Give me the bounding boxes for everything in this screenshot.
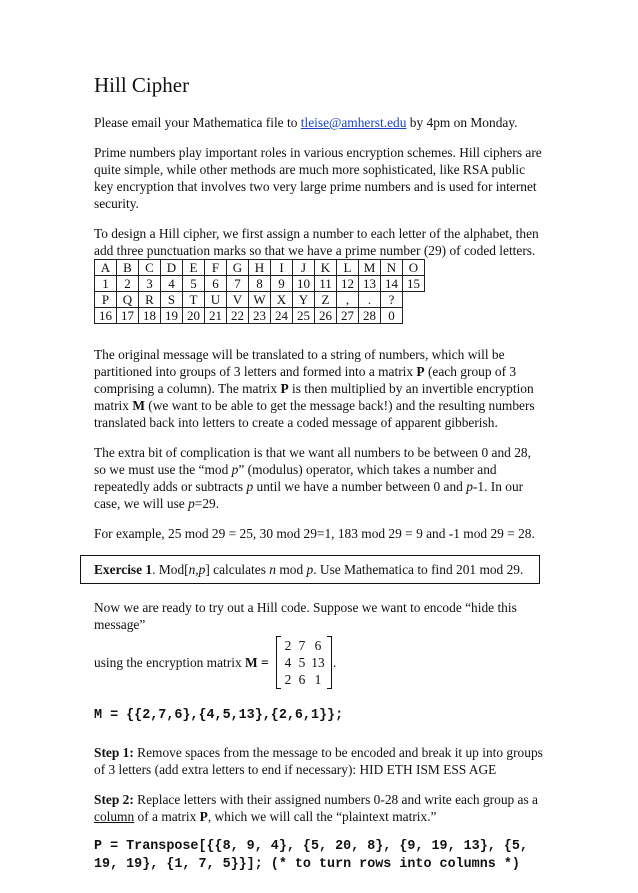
alphabet-table-cell: 13 bbox=[359, 276, 381, 292]
step2-text-3: , which we will call the “plaintext matrix.” bbox=[207, 809, 437, 824]
alphabet-table-cell: F bbox=[205, 260, 227, 276]
matrix-entry: 7 bbox=[298, 637, 306, 653]
alphabet-table-cell: 24 bbox=[271, 308, 293, 324]
encryption-prefix: using the encryption matrix bbox=[94, 654, 245, 670]
exercise-italic-2: n bbox=[269, 562, 276, 577]
mod-text-1: The extra bit of complication is that we want all numbers to be between 0 and 28, so we must use the “mod bbox=[94, 445, 531, 477]
mod-text-2: ” (modulus) operator, which takes a number and repeatedly adds or subtracts bbox=[94, 462, 497, 494]
matrix-grid bbox=[281, 636, 327, 689]
mod-italic-1: p bbox=[231, 462, 239, 477]
exercise-text-3: mod bbox=[276, 562, 307, 577]
alphabet-table-cell: R bbox=[139, 292, 161, 308]
matrix-entry: 6 bbox=[314, 637, 322, 653]
alphabet-table-cell: K bbox=[315, 260, 337, 276]
alphabet-table-cell: 4 bbox=[161, 276, 183, 292]
translate-text-3: is then multiplied by an invertible encryption matrix bbox=[94, 381, 534, 413]
alphabet-table-row bbox=[95, 276, 425, 292]
email-paragraph bbox=[94, 114, 546, 131]
alphabet-table-cell: 27 bbox=[337, 308, 359, 324]
primes-paragraph: Prime numbers play important roles in various encryption schemes. Hill ciphers are quite simple, while other methods are much more sophisticated, like RSA public key encryption that involves two very large prime numbers and is used for internet security. bbox=[94, 145, 542, 211]
exercise-italic-1: n,p bbox=[188, 562, 206, 577]
translate-text-2: (each group of 3 comprising a column). The matrix bbox=[94, 364, 517, 396]
alphabet-table-cell: H bbox=[249, 260, 271, 276]
alphabet-table-cell: N bbox=[381, 260, 403, 276]
email-text-before: Please email your Mathematica file to bbox=[94, 115, 301, 130]
alphabet-table-cell: J bbox=[293, 260, 315, 276]
alphabet-table-cell: O bbox=[403, 260, 425, 276]
alphabet-table-cell: 17 bbox=[117, 308, 139, 324]
alphabet-table-cell: 2 bbox=[117, 276, 139, 292]
exercise-text-1: . Mod[ bbox=[152, 562, 189, 577]
alphabet-table-cell: 23 bbox=[249, 308, 271, 324]
mod-italic-2: p bbox=[246, 479, 254, 494]
alphabet-table-cell: Z bbox=[315, 292, 337, 308]
alphabet-table-row bbox=[95, 292, 425, 308]
document-page bbox=[94, 72, 546, 893]
exercise-text-2: ] calculates bbox=[205, 562, 270, 577]
step2-bold-P: P bbox=[199, 809, 208, 824]
step2-text-1: Replace letters with their assigned numbers 0-28 and write each group as a bbox=[133, 792, 539, 807]
alphabet-table-cell: 9 bbox=[271, 276, 293, 292]
alphabet-table-cell: A bbox=[95, 260, 117, 276]
matrix-entry: 13 bbox=[311, 654, 325, 670]
now-paragraph: Now we are ready to try out a Hill code. Suppose we want to encode “hide this message” bbox=[94, 600, 517, 632]
alphabet-table bbox=[94, 259, 425, 324]
step1-label: Step 1: bbox=[94, 745, 134, 760]
matrix-entry: 2 bbox=[284, 637, 292, 653]
alphabet-table-cell: , bbox=[337, 292, 359, 308]
step2-paragraph bbox=[94, 791, 546, 825]
translate-text-4: (we want to be able to get the message back!) and the resulting numbers translated back into letters to create a coded message of apparent gibberish. bbox=[94, 398, 535, 430]
alphabet-table-cell: 0 bbox=[381, 308, 403, 324]
alphabet-table-cell: T bbox=[183, 292, 205, 308]
alphabet-table-cell: 25 bbox=[293, 308, 315, 324]
alphabet-table-row bbox=[95, 308, 425, 324]
alphabet-table-cell: E bbox=[183, 260, 205, 276]
step2-label: Step 2: bbox=[94, 792, 134, 807]
alphabet-table-cell: 16 bbox=[95, 308, 117, 324]
alphabet-table-cell: 12 bbox=[337, 276, 359, 292]
step1-paragraph bbox=[94, 744, 546, 778]
alphabet-table-cell: G bbox=[227, 260, 249, 276]
alphabet-table-cell: S bbox=[161, 292, 183, 308]
code-matrix-m: M = {{2,7,6},{4,5,13},{2,6,1}}; bbox=[94, 708, 344, 723]
alphabet-table-row bbox=[95, 260, 425, 276]
matrix-right-bracket bbox=[327, 636, 332, 689]
translate-bold-P1: P bbox=[416, 364, 425, 379]
alphabet-table-cell: 28 bbox=[359, 308, 381, 324]
alphabet-table-cell: Y bbox=[293, 292, 315, 308]
matrix-entry: 1 bbox=[314, 671, 322, 687]
alphabet-table-cell: V bbox=[227, 292, 249, 308]
alphabet-table-cell: 6 bbox=[205, 276, 227, 292]
alphabet-table-cell: 11 bbox=[315, 276, 337, 292]
design-paragraph: To design a Hill cipher, we first assign a number to each letter of the alphabet, then add three punctuation marks so that we have a prime number (29) of coded letters. bbox=[94, 226, 539, 258]
step1-text: Remove spaces from the message to be encoded and break it up into groups of 3 letters (add extra letters to end if necessary): HID ETH ISM ESS AGE bbox=[94, 745, 543, 777]
matrix-entry: 5 bbox=[298, 654, 306, 670]
alphabet-table-cell: 10 bbox=[293, 276, 315, 292]
translate-bold-M: M bbox=[132, 398, 145, 413]
step2-text-2: of a matrix bbox=[134, 809, 200, 824]
alphabet-table-cell: L bbox=[337, 260, 359, 276]
encryption-matrix bbox=[276, 636, 332, 689]
alphabet-table-cell: 1 bbox=[95, 276, 117, 292]
mod-italic-4: p bbox=[188, 496, 195, 511]
alphabet-table-cell: X bbox=[271, 292, 293, 308]
alphabet-table-cell: Q bbox=[117, 292, 139, 308]
alphabet-table-cell: 8 bbox=[249, 276, 271, 292]
encryption-matrix-line bbox=[94, 636, 546, 689]
alphabet-table-cell: D bbox=[161, 260, 183, 276]
email-link[interactable]: tleise@amherst.edu bbox=[300, 115, 407, 130]
email-text-after: by 4pm on Monday. bbox=[406, 115, 518, 130]
encryption-bold-M: M bbox=[245, 654, 258, 670]
alphabet-table-cell: P bbox=[95, 292, 117, 308]
exercise-label: Exercise 1 bbox=[94, 562, 153, 577]
exercise-text-4: . Use Mathematica to find 201 mod 29. bbox=[313, 562, 524, 577]
encryption-suffix: . bbox=[332, 654, 337, 670]
alphabet-table-cell: . bbox=[359, 292, 381, 308]
matrix-entry: 2 bbox=[284, 671, 292, 687]
alphabet-table-cell: ? bbox=[381, 292, 403, 308]
step2-underlined: column bbox=[94, 809, 135, 824]
alphabet-table-cell: B bbox=[117, 260, 139, 276]
exercise-box bbox=[80, 555, 540, 584]
mod-italic-3: p bbox=[466, 479, 473, 494]
alphabet-table-cell: U bbox=[205, 292, 227, 308]
alphabet-table-cell: 18 bbox=[139, 308, 161, 324]
alphabet-table-cell: C bbox=[139, 260, 161, 276]
translate-paragraph bbox=[94, 346, 546, 431]
alphabet-table-cell: 7 bbox=[227, 276, 249, 292]
translate-text-1: The original message will be translated to a string of numbers, which will be partitioned into groups of 3 letters and formed into a matrix bbox=[94, 347, 505, 379]
encryption-equals: = bbox=[257, 654, 272, 670]
alphabet-table-cell: 3 bbox=[139, 276, 161, 292]
matrix-entry: 6 bbox=[298, 671, 306, 687]
alphabet-table-cell: M bbox=[359, 260, 381, 276]
example-paragraph: For example, 25 mod 29 = 25, 30 mod 29=1, 183 mod 29 = 9 and -1 mod 29 = 28. bbox=[94, 526, 535, 541]
alphabet-table-cell: W bbox=[249, 292, 271, 308]
alphabet-table-cell: 22 bbox=[227, 308, 249, 324]
matrix-entry: 4 bbox=[284, 654, 292, 670]
mod-text-3: until we have a number between 0 and bbox=[253, 479, 467, 494]
alphabet-table-cell: 15 bbox=[403, 276, 425, 292]
exercise-italic-3: p bbox=[306, 562, 314, 577]
alphabet-table-cell: 14 bbox=[381, 276, 403, 292]
code-matrix-p: P = Transpose[{{8, 9, 4}, {5, 20, 8}, {9, 19, 13}, {5, 19, 19}, {1, 7, 5}}]; (* to turn rows into columns *) bbox=[94, 839, 536, 872]
alphabet-table-cell: 20 bbox=[183, 308, 205, 324]
alphabet-table-cell: 26 bbox=[315, 308, 337, 324]
alphabet-table-cell: 19 bbox=[161, 308, 183, 324]
translate-bold-P2: P bbox=[280, 381, 289, 396]
mod-text-5: =29. bbox=[194, 496, 220, 511]
alphabet-table-cell: 21 bbox=[205, 308, 227, 324]
mod-paragraph bbox=[94, 444, 546, 512]
alphabet-table-cell: 5 bbox=[183, 276, 205, 292]
mod-text-4: -1. In our case, we will use bbox=[94, 479, 524, 511]
page-title: Hill Cipher bbox=[94, 73, 190, 97]
alphabet-table-cell: I bbox=[271, 260, 293, 276]
